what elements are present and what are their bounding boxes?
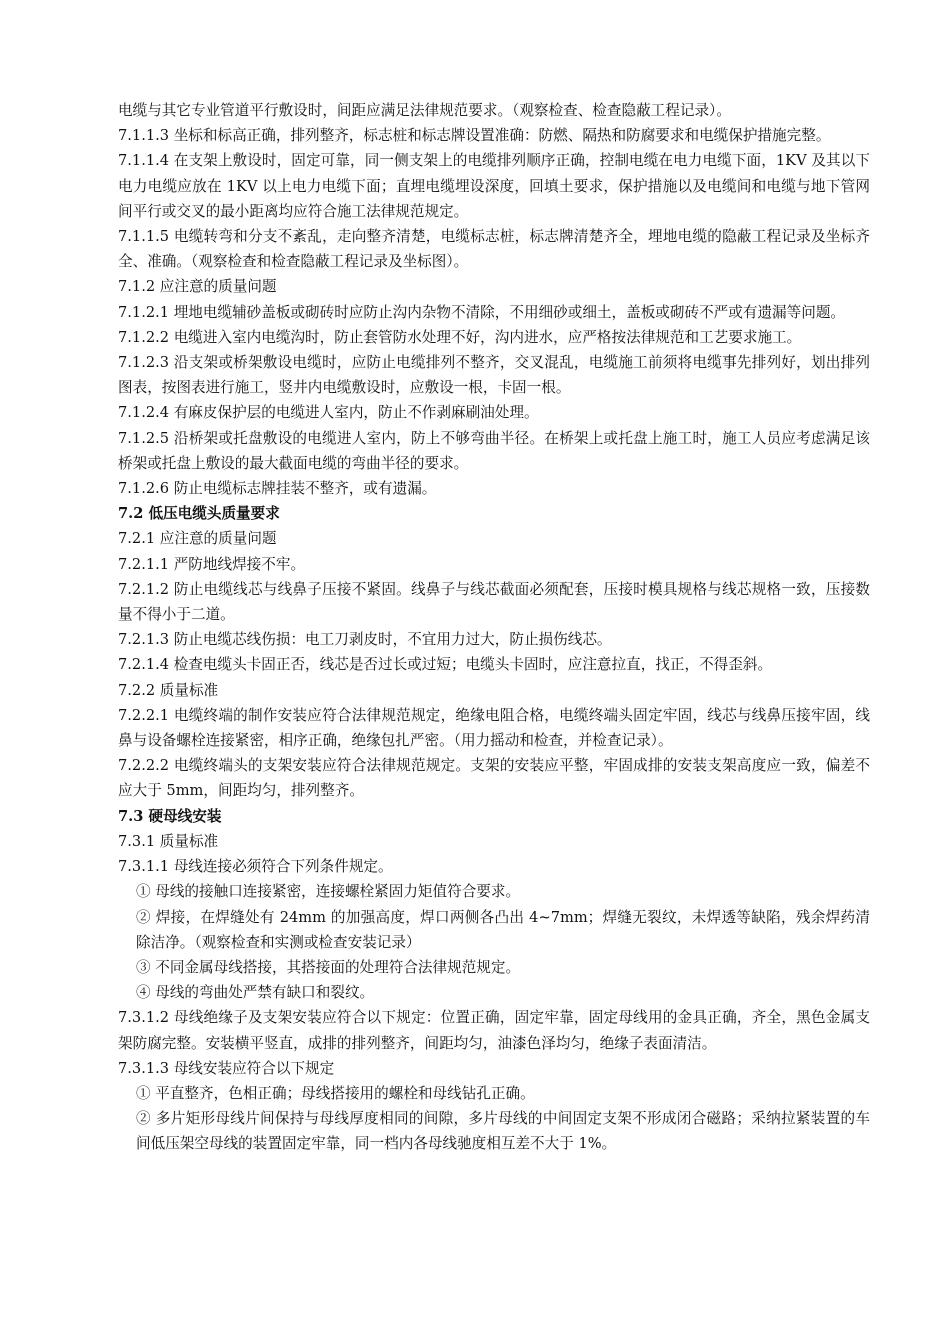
paragraph: 7.1.2.1 埋地电缆辅砂盖板或砌砖时应防止沟内杂物不清除，不用细砂或细土，盖板或砌砖不严或有遗漏等问题。 (118, 303, 846, 321)
subsection-heading: 7.1.2 应注意的质量问题 (118, 278, 277, 296)
paragraph: 7.2.2.1 电缆终端的制作安装应符合法律规范规定，绝缘电阻合格，电缆终端头固定牢固，线芯与线鼻压接牢固，线鼻与设备螺栓连接紧密，相序正确，绝缘包扎严密。（用力摇动和检查，并检查记录）。 (118, 706, 870, 750)
list-item: ② 焊接，在焊缝处有 24mm 的加强高度，焊口两侧各凸出 4~7mm；焊缝无裂纹，未焊透等缺陷，残余焊药清除洁净。（观察检查和实测或检查安装记录） (136, 908, 870, 951)
paragraph: 7.1.1.3 坐标和标高正确，排列整齐，标志桩和标志牌设置准确：防燃、隔热和防腐要求和电缆保护措施完整。 (118, 127, 831, 145)
paragraph: 7.3.1.2 母线绝缘子及支架安装应符合以下规定：位置正确，固定牢靠，固定母线用的金具正确，齐全，黑色金属支架防腐完整。安装横平竖直，成排的排列整齐，间距均匀，油漆色泽均匀，绝缘子表面清洁。 (118, 1009, 870, 1052)
paragraph: 7.1.2.6 防止电缆标志牌挂装不整齐，或有遗漏。 (118, 480, 437, 498)
paragraph: 7.1.2.2 电缆进入室内电缆沟时，防止套管防水处理不好，沟内进水，应严格按法律规范和工艺要求施工。 (118, 328, 802, 346)
list-item: ④ 母线的弯曲处严禁有缺口和裂纹。 (136, 984, 375, 1002)
list-item: ① 母线的接触口连接紧密，连接螺栓紧固力矩值符合要求。 (136, 883, 521, 901)
paragraph: 7.1.1.4 在支架上敷设时，固定可靠，同一侧支架上的电缆排列顺序正确，控制电缆在电力电缆下面，1KV 及其以下电力电缆应放在 1KV 以上电力电缆下面；直埋电缆埋设深度，回填土要求，保护措施以及电缆间和电缆与地下管网间平行或交叉的最小距离均应符合施工法律规范规定。 (118, 152, 870, 220)
subsection-heading: 7.2.1 应注意的质量问题 (118, 530, 277, 548)
paragraph: 7.1.1.5 电缆转弯和分支不紊乱，走向整齐清楚，电缆标志桩，标志牌清楚齐全，埋地电缆的隐蔽工程记录及坐标齐全、准确。（观察检查和检查隐蔽工程记录及坐标图）。 (118, 228, 870, 271)
paragraph: 7.1.2.4 有麻皮保护层的电缆进人室内，防止不作剥麻刷油处理。 (118, 404, 539, 422)
paragraph: 7.1.2.5 沿桥架或托盘敷设的电缆进人室内，防上不够弯曲半径。在桥架上或托盘上施工时，施工人员应考虑满足该桥架或托盘上敷设的最大截面电缆的弯曲半径的要求。 (118, 429, 870, 472)
paragraph: 7.2.2.2 电缆终端头的支架安装应符合法律规范规定。支架的安装应平整，牢固成排的安装支架高度应一致，偏差不应大于 5mm，间距均匀，排列整齐。 (118, 757, 870, 800)
document-body (118, 98, 870, 1157)
paragraph: 7.2.1.2 防止电缆线芯与线鼻子压接不紧固。线鼻子与线芯截面必须配套，压接时模具规格与线芯规格一致，压接数量不得小于二道。 (118, 580, 870, 624)
paragraph: 7.2.1.1 严防地线焊接不牢。 (118, 555, 306, 573)
paragraph: 7.2.1.4 检查电缆头卡固正否，线芯是否过长或过短；电缆头卡固时，应注意拉直，找正，不得歪斜。 (118, 656, 773, 674)
paragraph: 7.1.2.3 沿支架或桥架敷设电缆时，应防止电缆排列不整齐，交叉混乱，电缆施工前须将电缆事先排列好，划出排列图表，按图表进行施工，竖井内电缆敷设时，应敷设一根，卡固一根。 (118, 354, 870, 397)
subsection-heading: 7.3.1 质量标准 (118, 832, 219, 850)
list-item: ③ 不同金属母线搭接，其搭接面的处理符合法律规范规定。 (136, 958, 521, 976)
section-heading: 7.3 硬母线安装 (118, 807, 222, 825)
paragraph: 7.3.1.3 母线安装应符合以下规定 (118, 1059, 335, 1077)
section-heading: 7.2 低压电缆头质量要求 (118, 505, 280, 523)
subsection-heading: 7.2.2 质量标准 (118, 681, 219, 699)
paragraph: 7.2.1.3 防止电缆芯线伤损：电工刀剥皮时，不宜用力过大，防止损伤线芯。 (118, 631, 612, 649)
list-item: ② 多片矩形母线片间保持与母线厚度相同的间隙，多片母线的中间固定支架不形成闭合磁路；采纳拉紧装置的车间低压架空母线的装置固定牢靠，同一档内各母线驰度相互差不大于 1%。 (136, 1110, 870, 1153)
paragraph: 电缆与其它专业管道平行敷设时，间距应满足法律规范要求。（观察检查、检查隐蔽工程记录）。 (118, 102, 731, 119)
paragraph: 7.3.1.1 母线连接必须符合下列条件规定。 (118, 858, 393, 876)
list-item: ① 平直整齐，色相正确；母线搭接用的螺栓和母线钻孔正确。 (136, 1084, 535, 1102)
